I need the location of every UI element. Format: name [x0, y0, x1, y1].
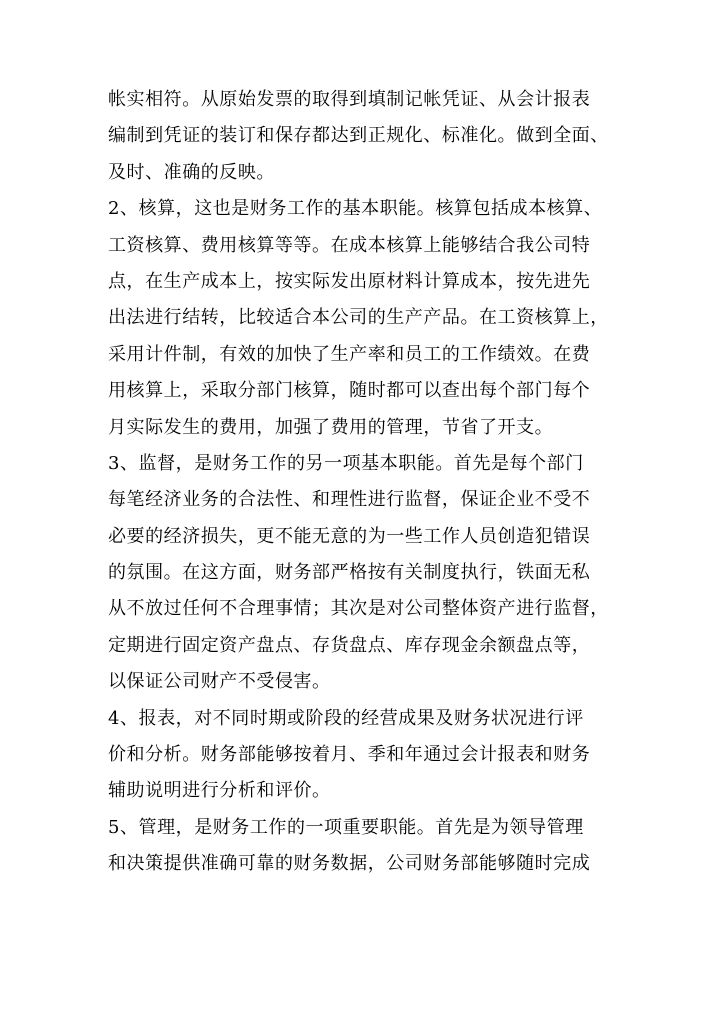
- text-line: 和决策提供准确可靠的财务数据，公司财务部能够随时完成: [108, 853, 591, 875]
- text-line: 5、管理，是财务工作的一项重要职能。首先是为领导管理: [108, 816, 584, 838]
- text-line: 3、监督，是财务工作的另一项基本职能。首先是每个部门: [108, 452, 584, 474]
- text-line: 编制到凭证的装订和保存都达到正规化、标准化。做到全面、: [108, 125, 609, 147]
- text-line: 从不放过任何不合理事情；其次是对公司整体资产进行监督，: [108, 598, 609, 620]
- text-line: 价和分析。财务部能够按着月、季和年通过会计报表和财务: [108, 744, 591, 766]
- text-line: 点，在生产成本上，按实际发出原材料计算成本，按先进先: [108, 270, 591, 292]
- text-line: 定期进行固定资产盘点、存货盘点、库存现金余额盘点等，: [108, 634, 591, 656]
- body-text: [108, 82, 618, 883]
- text-line: 必要的经济损失，更不能无意的为一些工作人员创造犯错误: [108, 525, 591, 547]
- text-line: 的氛围。在这方面，财务部严格按有关制度执行，铁面无私: [108, 562, 591, 584]
- text-line: 工资核算、费用核算等等。在成本核算上能够结合我公司特: [108, 234, 591, 256]
- text-line: 辅助说明进行分析和评价。: [108, 780, 331, 802]
- text-line: 出法进行结转，比较适合本公司的生产产品。在工资核算上，: [108, 307, 609, 329]
- text-line: 4、报表，对不同时期或阶段的经营成果及财务状况进行评: [108, 707, 584, 729]
- text-line: 每笔经济业务的合法性、和理性进行监督，保证企业不受不: [108, 489, 591, 511]
- text-line: 月实际发生的费用，加强了费用的管理，节省了开支。: [108, 416, 554, 438]
- text-line: 帐实相符。从原始发票的取得到填制记帐凭证、从会计报表: [108, 89, 591, 110]
- text-line: 及时、准确的反映。: [108, 161, 275, 183]
- text-line: 采用计件制，有效的加快了生产率和员工的工作绩效。在费: [108, 343, 591, 365]
- text-line: 用核算上，采取分部门核算，随时都可以查出每个部门每个: [108, 380, 591, 402]
- text-line: 2、核算，这也是财务工作的基本职能。核算包括成本核算、: [108, 198, 603, 220]
- text-line: 以保证公司财产不受侵害。: [108, 671, 331, 693]
